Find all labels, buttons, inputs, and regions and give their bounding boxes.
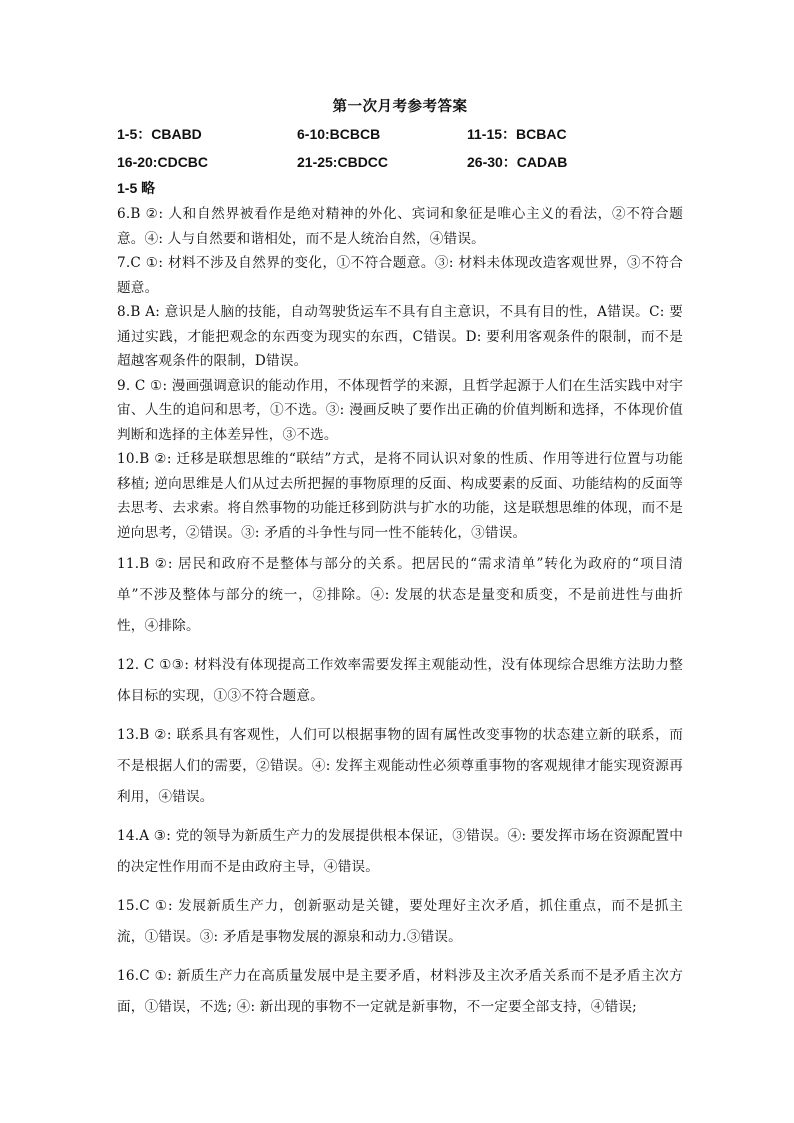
answer-group: 21-25:CBDCC: [297, 154, 389, 170]
answer-group: 6-10:BCBCB: [297, 126, 381, 142]
explanation-10: 10.B ②: 迁移是联想思维的“联结”方式，是将不同认识对象的性质、作用等进行位置与功能移植; 逆向思维是人们从过去所把握的事物原理的反面、构成要素的反面、功能结构的反面等去思考、去求索。将自然事物的功能迁移到防洪与扩水的功能，这是联想思维的体现，而不是逆向思考，②错误。③: 矛盾的斗争性与同一性不能转化，③错误。: [117, 451, 683, 541]
explanation-8: 8.B A: 意识是人脑的技能，自动驾驶货运车不具有自主意识，不具有目的性，A错误。C: 要通过实践，才能把观念的东西变为现实的东西，C错误。D: 要利用客观条件的限制，而不是超越客观条件的限制，D错误。: [117, 304, 683, 369]
answer-group: 16-20:CDCBC: [117, 154, 209, 170]
explanation-9: 9. C ①: 漫画强调意识的能动作用，不体现哲学的来源，且哲学起源于人们在生活实践中对宇宙、人生的追问和思考，①不选。③: 漫画反映了要作出正确的价值判断和选择，不体现价值判断和选择的主体差异性，③不选。: [117, 377, 683, 443]
answer-row: [117, 148, 683, 176]
page-title: 第一次月考参考答案: [332, 98, 468, 115]
explanation-15: 15.C ①: 发展新质生产力，创新驱动是关键，要处理好主次矛盾，抓住重点，而不是抓主流，①错误。③: 矛盾是事物发展的源泉和动力.③错误。: [117, 898, 683, 945]
explanation-6: 6.B ②: 人和自然界被看作是绝对精神的外化、宾词和象征是唯心主义的看法，②不符合题意。④: 人与自然要和谐相处，而不是人统治自然，④错误。: [117, 206, 683, 247]
explanation-12: 12. C ①③: 材料没有体现提高工作效率需要发挥主观能动性，没有体现综合思维方法助力整体目标的实现，①③不符合题意。: [117, 657, 683, 704]
explanation-11: 11.B ②: 居民和政府不是整体与部分的关系。把居民的“需求清单”转化为政府的“项目清单”不涉及整体与部分的统一，②排除。④: 发展的状态是量变和质变，不是前进性与曲折性，④排除。: [117, 556, 683, 634]
answer-group: 26-30：CADAB: [467, 154, 568, 170]
answer-group: 11-15：BCBAC: [467, 126, 567, 142]
answer-row: [117, 120, 683, 148]
explanation-13: 13.B ②: 联系具有客观性，人们可以根据事物的固有属性改变事物的状态建立新的联系，而不是根据人们的需要，②错误。④: 发挥主观能动性必须尊重事物的客观规律才能实现资源再利用，④错误。: [117, 727, 683, 805]
omitted-note: 1-5 略: [117, 180, 156, 196]
explanation-14: 14.A ③: 党的领导为新质生产力的发展提供根本保证，③错误。④: 要发挥市场在资源配置中的决定性作用而不是由政府主导，④错误。: [117, 828, 683, 875]
answer-group: 1-5：CBABD: [117, 126, 202, 142]
explanation-16: 16.C ①: 新质生产力在高质量发展中是主要矛盾，材料涉及主次矛盾关系而不是矛盾主次方面，①错误，不选; ④: 新出现的事物不一定就是新事物，不一定要全部支持，④错误;: [117, 968, 683, 1015]
answer-document: [117, 96, 683, 1023]
explanation-7: 7.C ①: 材料不涉及自然界的变化，①不符合题意。③: 材料未体现改造客观世界，③不符合题意。: [117, 255, 683, 296]
